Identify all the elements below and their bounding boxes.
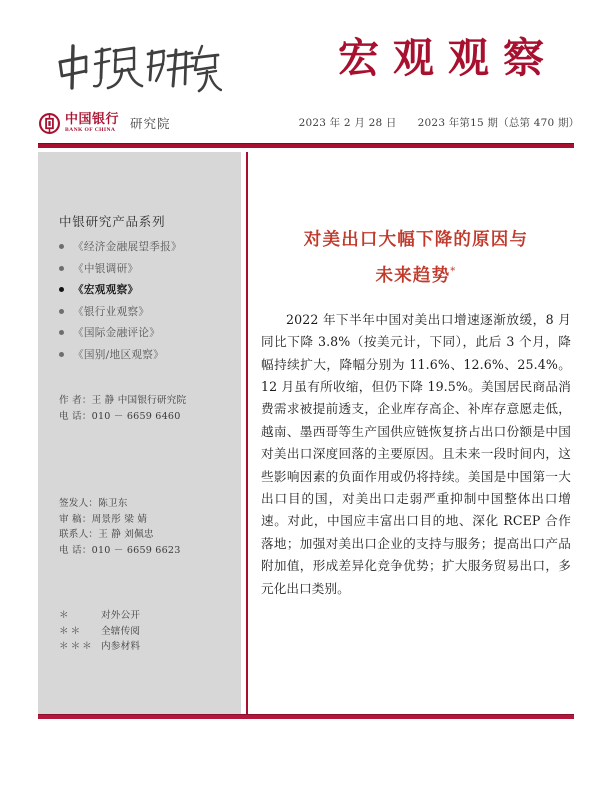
article-title <box>258 224 574 292</box>
article-title-line-2: 未来趋势 <box>375 265 451 286</box>
sidebar-item-boc-survey[interactable] <box>59 258 234 280</box>
note-stars: ＊＊＊ <box>59 641 94 652</box>
header-rule <box>38 143 574 148</box>
bullet-icon <box>59 244 64 249</box>
issuer-value: 陈卫东 <box>98 498 128 509</box>
author-phone-value: 010 － 6659 6460 <box>91 410 181 422</box>
bullet-icon <box>59 309 64 314</box>
author-info-block <box>59 393 186 424</box>
issue-line <box>296 115 582 130</box>
note-stars: ＊ <box>59 610 71 621</box>
note-stars: ＊＊ <box>59 625 83 637</box>
reviewer-row <box>59 512 181 528</box>
contact-person-row <box>59 527 181 543</box>
sidebar-item-label: 《国别/地区观察》 <box>73 348 165 361</box>
sidebar-item-country-region-observation[interactable] <box>59 344 234 366</box>
sidebar-item-intl-finance-review[interactable] <box>59 322 234 344</box>
issue-number: 2023 年第15 期（总第 470 期） <box>417 117 580 129</box>
bullet-icon <box>59 330 64 335</box>
issuer-label: 签发人： <box>59 498 99 509</box>
author-row <box>59 393 186 409</box>
author-phone-label: 电 话： <box>59 410 92 422</box>
sidebar-item-macro-observation[interactable] <box>59 279 234 301</box>
zhongyin-research-calligraphy-logo <box>52 36 222 98</box>
product-series-list <box>59 236 234 365</box>
contact-phone-label: 电 话： <box>59 544 92 556</box>
contact-phone-row <box>59 543 181 559</box>
sidebar-item-label: 《国际金融评论》 <box>73 327 161 340</box>
footer-rule <box>38 714 574 719</box>
sidebar-item-economic-outlook[interactable] <box>59 236 234 258</box>
sidebar-heading: 中银研究产品系列 <box>59 214 166 229</box>
reviewer-label: 审 稿： <box>59 513 92 525</box>
issuer-row <box>59 496 181 512</box>
article-title-line-1: 对美出口大幅下降的原因与 <box>303 230 529 250</box>
author-label: 作 者： <box>59 395 92 406</box>
note-text: 全辖传阅 <box>101 625 141 637</box>
bank-name-cn: 中国银行 <box>65 111 120 127</box>
bank-name-en: BANK OF CHINA <box>65 126 116 133</box>
note-text: 对外公开 <box>101 610 141 621</box>
contact-phone-value: 010 － 6659 6623 <box>91 544 181 556</box>
sidebar-item-banking-observation[interactable] <box>59 301 234 323</box>
bullet-icon <box>59 352 64 357</box>
note-text: 内参材料 <box>101 641 141 652</box>
sidebar-item-label: 《中银调研》 <box>73 262 139 275</box>
sidebar-item-label: 《宏观观察》 <box>73 284 139 297</box>
article-abstract: 2022 年下半年中国对美出口增速逐渐放缓，8 月同比下降 3.8%（按美元计，下同），此后 3 个月，降幅持续扩大，降幅分别为 11.6%、12.6%、25.4%。12 月虽有所收缩，但仍下降 19.5%。美国居民商品消费需求被提前透支，企业库存高企、补库存意愿走低，越南、墨西哥等生产国供应链恢复挤占出口份额是中国对美出口深度回落的主要原因。且未来一段时间内，这些影响因素的负面作用或仍将持续。美国是中国第一大出口目的国，对美出口走弱严重抑制中国整体出口增速。对此，中国应丰富出口目的地、深化 RCEP 合作落地；加强对美出口企业的支持与服务；提高出口产品附加值，形成差异化竞争优势；扩大服务贸易出口，多元化出口类别。 <box>261 311 571 596</box>
sidebar-panel <box>38 152 241 714</box>
bank-of-china-logo-block <box>39 110 171 136</box>
bullet-icon <box>59 266 64 271</box>
publication-date: 2023 年 2 月 28 日 <box>298 117 397 129</box>
bullet-icon <box>59 287 64 292</box>
sidebar-item-label: 《银行业观察》 <box>73 305 150 318</box>
distribution-notes-block <box>59 608 140 655</box>
note-restricted-material <box>59 639 140 655</box>
note-public <box>59 608 140 624</box>
boc-emblem-icon <box>39 113 60 134</box>
contact-person-value: 王 静 刘佩忠 <box>98 529 154 540</box>
title-footnote-marker: * <box>450 266 457 277</box>
institute-name: 研究院 <box>130 116 171 131</box>
sidebar-item-label: 《经济金融展望季报》 <box>73 241 182 254</box>
author-value: 王 静 中国银行研究院 <box>91 395 187 406</box>
masthead-title: 宏观观察 <box>338 34 558 82</box>
contact-person-label: 联系人： <box>59 529 99 540</box>
article-content <box>258 152 574 714</box>
reviewer-value: 周景彤 梁 婧 <box>91 513 148 525</box>
author-phone-row <box>59 409 186 425</box>
vertical-divider <box>246 152 248 714</box>
contact-info-block <box>59 496 181 558</box>
note-internal-circulation <box>59 624 140 640</box>
